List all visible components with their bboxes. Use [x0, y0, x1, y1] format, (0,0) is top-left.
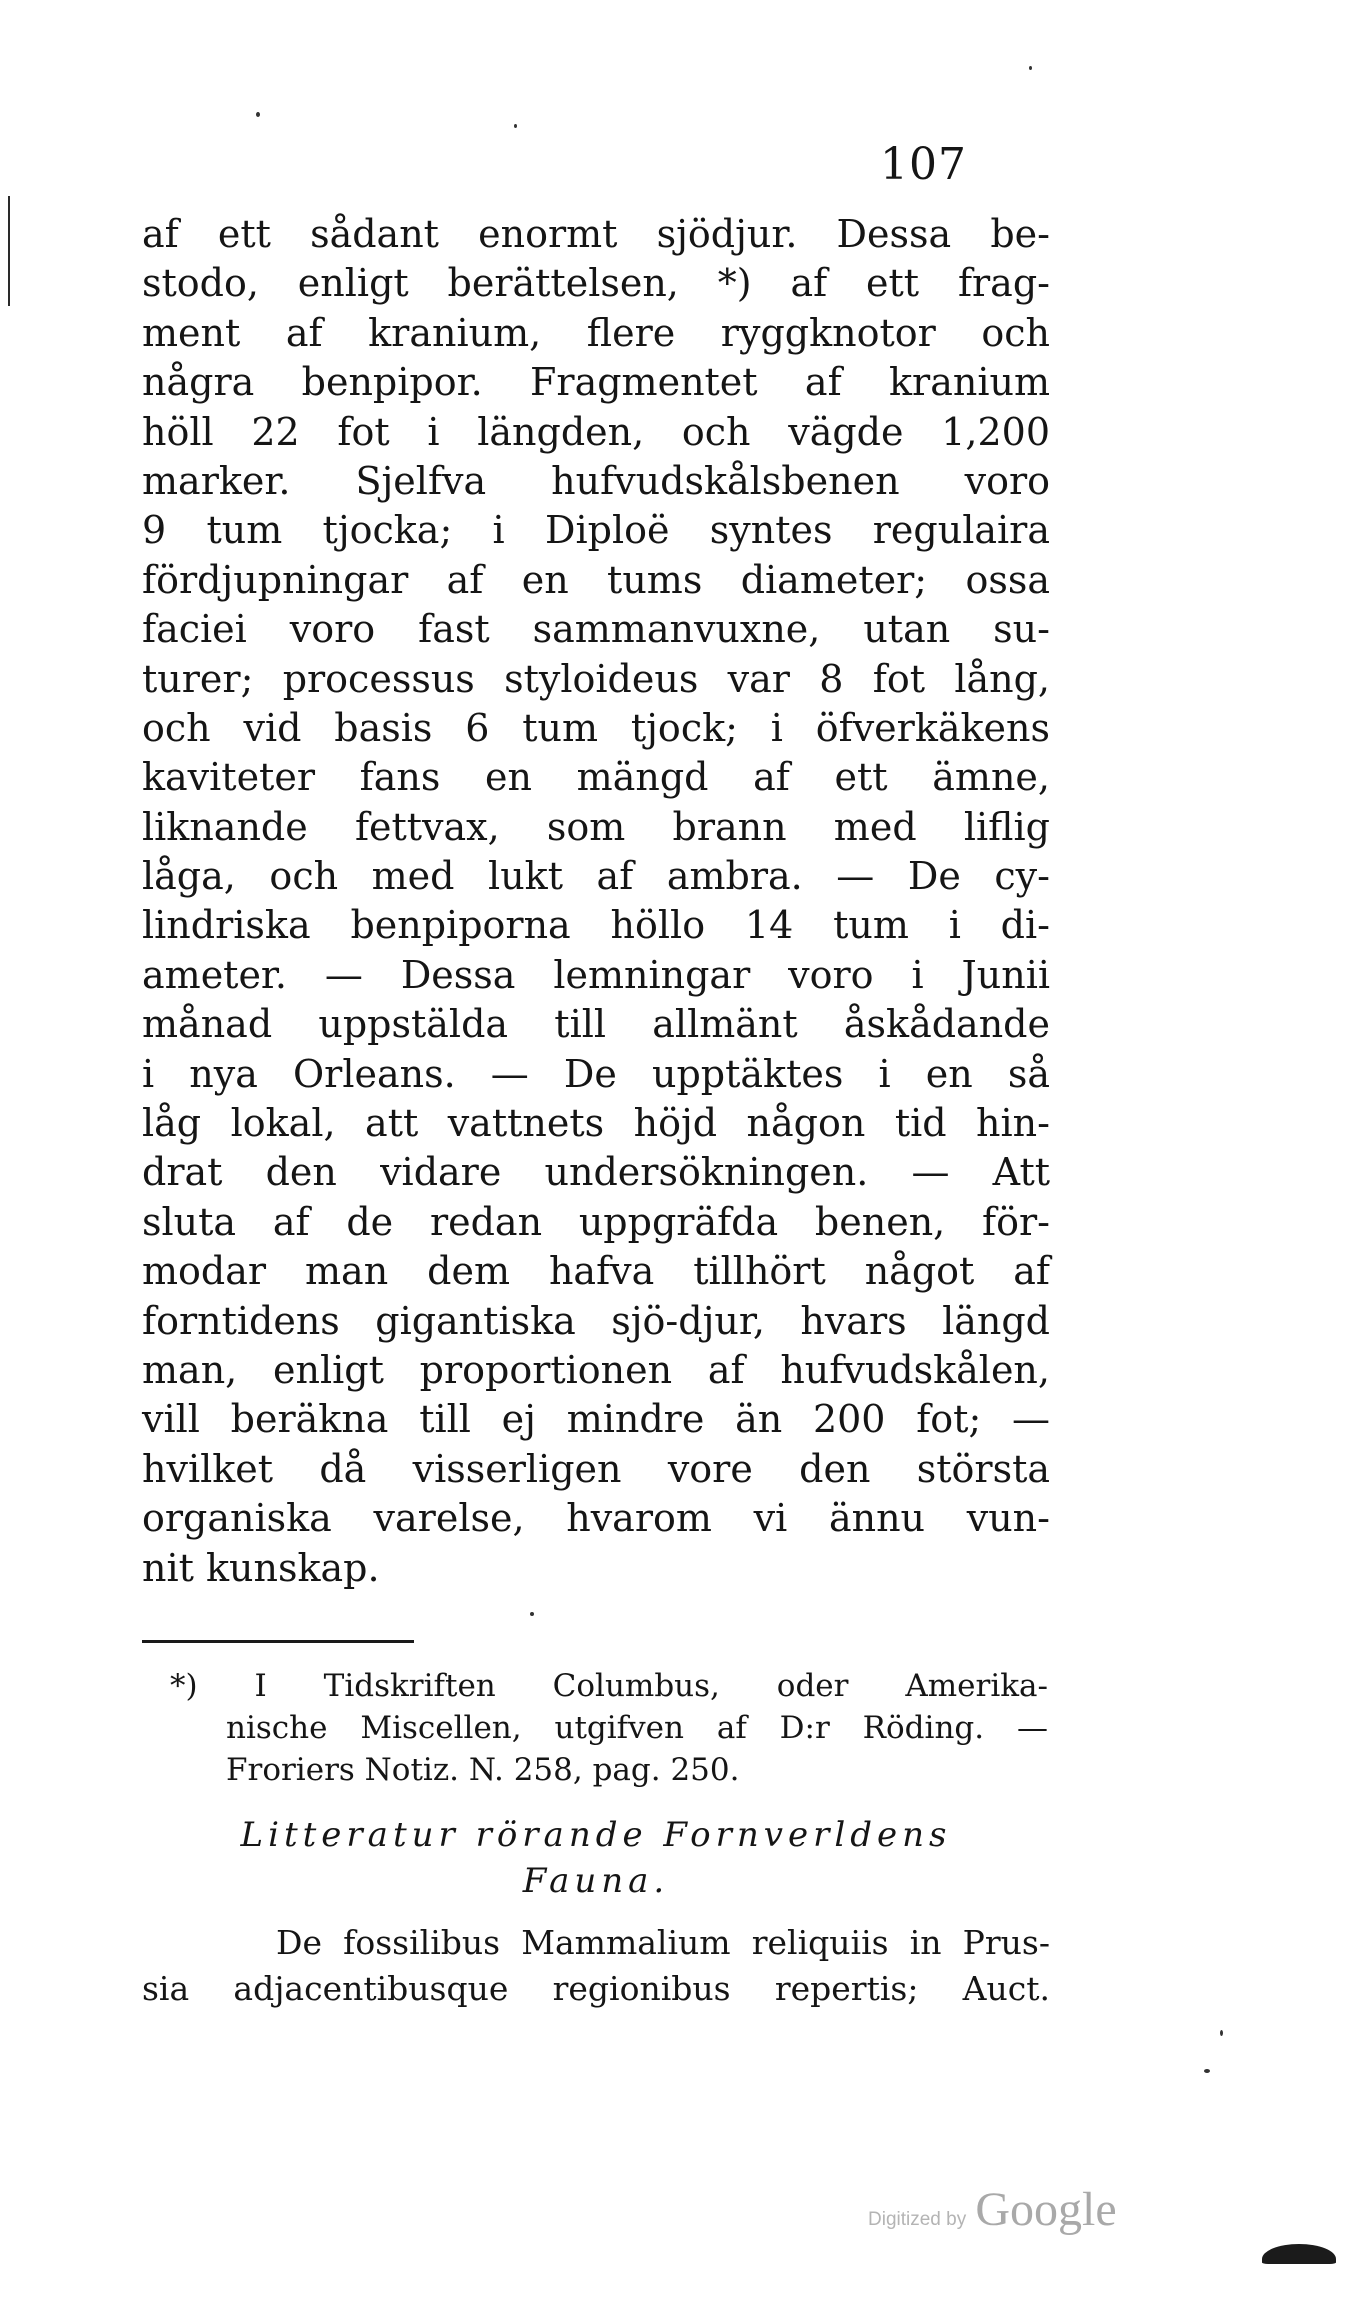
body-line: fördjupningar af en tums diameter; ossa — [142, 557, 1050, 602]
body-line: höll 22 fot i längden, och vägde 1,200 — [142, 409, 1050, 454]
citation-line: sia adjacentibusque regionibus repertis; Auct. — [142, 1969, 1050, 2008]
ink-smudge — [1262, 2244, 1336, 2264]
body-line: lindriska benpiporna höllo 14 tum i di- — [142, 903, 1050, 948]
citation — [142, 1920, 1050, 2012]
watermark-prefix: Digitized by — [868, 2209, 967, 2230]
ink-speck — [256, 112, 260, 117]
body-line: stodo, enligt berättelsen, *) af ett frag- — [142, 261, 1050, 306]
body-line: vill beräkna till ej mindre än 200 fot; — — [142, 1397, 1050, 1442]
footnote-line: Froriers Notiz. N. 258, pag. 250. — [226, 1752, 740, 1788]
footnote-line: *) I Tidskriften Columbus, oder Amerika- — [170, 1668, 1048, 1704]
body-line: modar man dem hafva tillhört något af — [142, 1249, 1050, 1294]
body-line: faciei voro fast sammanvuxne, utan su- — [142, 607, 1050, 652]
body-line: och vid basis 6 tum tjock; i öfverkäkens — [142, 705, 1050, 750]
body-line: organiska varelse, hvarom vi ännu vun- — [142, 1496, 1050, 1541]
digitized-watermark — [868, 2182, 1117, 2242]
citation-line: De fossilibus Mammalium reliquiis in Prus- — [276, 1923, 1050, 1962]
body-line: af ett sådant enormt sjödjur. Dessa be- — [142, 212, 1050, 256]
body-line: man, enligt proportionen af hufvudskålen, — [142, 1347, 1050, 1392]
body-line: forntidens gigantiska sjö-djur, hvars längd — [142, 1298, 1050, 1343]
section-heading-line: Fauna. — [522, 1861, 670, 1901]
body-line: månad uppstälda till allmänt åskådande — [142, 1002, 1050, 1047]
section-heading-line: Litteratur rörande Fornverldens — [240, 1815, 952, 1855]
ink-speck — [530, 1612, 534, 1616]
body-line: nit kunskap. — [142, 1545, 380, 1590]
ink-speck — [1029, 66, 1032, 70]
body-line: sluta af de redan uppgräfda benen, för- — [142, 1199, 1050, 1244]
body-line: liknande fettvax, som brann med liflig — [142, 804, 1050, 849]
body-line: låg lokal, att vattnets höjd någon tid hin- — [142, 1101, 1050, 1146]
body-line: hvilket då visserligen vore den största — [142, 1446, 1050, 1491]
footnote-divider — [142, 1640, 414, 1643]
ink-speck — [1220, 2030, 1223, 2036]
ink-speck — [1204, 2069, 1210, 2073]
body-line: 9 tum tjocka; i Diploë syntes regulaira — [142, 508, 1050, 553]
body-line: låga, och med lukt af ambra. — De cy- — [142, 854, 1050, 899]
watermark-brand: Google — [975, 2183, 1117, 2236]
ink-speck — [514, 124, 517, 128]
body-line: turer; processus styloideus var 8 fot lång, — [142, 656, 1050, 701]
footnote-line: nische Miscellen, utgifven af D:r Röding. — — [226, 1710, 1048, 1746]
body-line: ment af kranium, flere ryggknotor och — [142, 310, 1050, 355]
page-edge-mark — [8, 196, 10, 306]
body-line: i nya Orleans. — De upptäktes i en så — [142, 1051, 1050, 1096]
body-paragraph — [142, 210, 1050, 1593]
footnote — [170, 1665, 1048, 1791]
body-line: några benpipor. Fragmentet af kranium — [142, 360, 1050, 405]
page-number: 107 — [880, 139, 967, 190]
section-heading — [142, 1812, 1050, 1904]
body-line: marker. Sjelfva hufvudskålsbenen voro — [142, 458, 1050, 503]
body-line: kaviteter fans en mängd af ett ämne, — [142, 755, 1050, 800]
body-line: ameter. — Dessa lemningar voro i Junii — [142, 952, 1050, 997]
body-line: drat den vidare undersökningen. — Att — [142, 1150, 1050, 1195]
